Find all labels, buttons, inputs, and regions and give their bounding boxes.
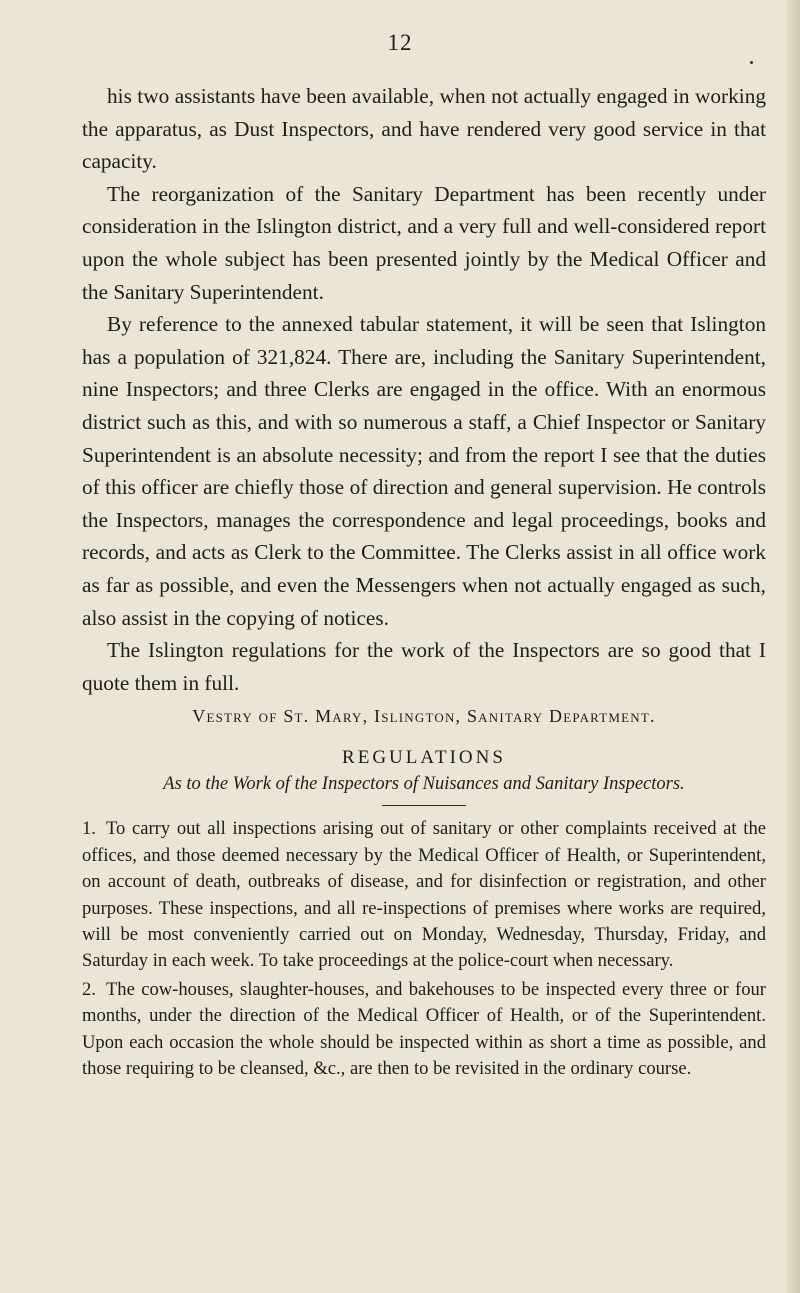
- vestry-heading: Vestry of St. Mary, Islington, Sanitary Department.: [192, 706, 656, 727]
- regulation-text: To carry out all inspections arising out of sanitary or other complaints received at the offices, and those deemed necessary by the Medical Officer of Health, or Superintendent, on account of death, outbreaks of disease, and for disinfection or registration, and other purposes. These inspections, and all re-inspections of premises where works are required, will be most conveniently carried out on Monday, Wednesday, Thursday, Friday, and Saturday in each week. To take proceedings at the police-court when necessary.: [82, 818, 766, 972]
- ink-speck: [750, 61, 753, 64]
- paragraph-regulations-intro: The Islington regulations for the work of the Inspectors are so good that I quote them in full.: [82, 638, 766, 695]
- regulation-text: The cow-houses, slaughter-houses, and bakehouses to be inspected every three or four months, under the direction of the Medical Officer of Health, or of the Superintendent. Upon each occasion the whole should be inspected within as short a time as possible, and those requiring to be cleansed, &c., are then to be revisited in the ordinary course.: [82, 978, 766, 1079]
- page-edge-shadow: [786, 0, 800, 1293]
- regulation-number: 1.: [82, 818, 96, 840]
- regulations-title: REGULATIONS: [342, 747, 506, 769]
- regulation-item: [82, 977, 766, 1083]
- body-text: [82, 80, 766, 1082]
- paragraph-assistants: his two assistants have been available, when not actually engaged in working the apparatus, as Dust Inspectors, and have rendered very good service in that capacity.: [82, 84, 766, 174]
- regulation-item: [82, 816, 766, 974]
- regulations-subtitle: As to the Work of the Inspectors of Nuisances and Sanitary Inspectors.: [163, 774, 685, 795]
- section-divider: [382, 805, 466, 806]
- paragraph-reorganization: The reorganization of the Sanitary Department has been recently under consideration in the Islington district, and a very full and well-considered report upon the whole subject has been presented jointly by the Medical Officer and the Sanitary Superintendent.: [82, 181, 766, 304]
- page-number: 12: [387, 30, 413, 55]
- paragraph-population: By reference to the annexed tabular statement, it will be seen that Islington has a population of 321,824. There are, including the Sanitary Superintendent, nine Inspectors; and three Clerks are engaged in the office. With an enormous district such as this, and with so numerous a staff, a Chief Inspector or Sanitary Superintendent is an absolute necessity; and from the report I see that the duties of this officer are chiefly those of direction and general supervision. He controls the Inspectors, manages the correspondence and legal proceedings, books and records, and acts as Clerk to the Committee. The Clerks assist in all office work as far as possible, and even the Messengers when not actually engaged as such, also assist in the copying of notices.: [82, 312, 766, 630]
- regulation-number: 2.: [82, 978, 96, 1000]
